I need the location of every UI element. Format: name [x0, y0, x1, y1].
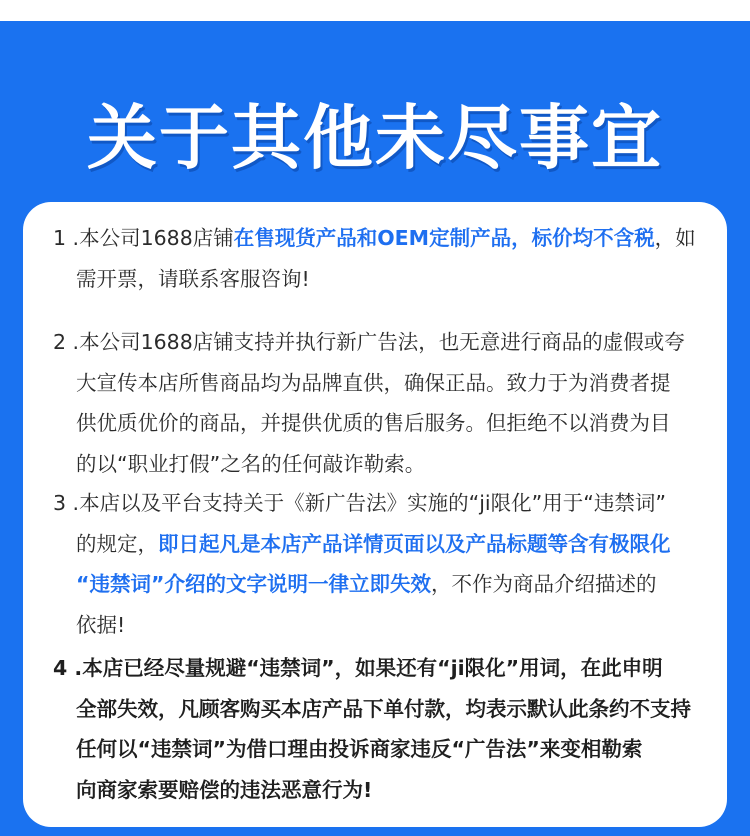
- item-1-number-text: 1 .本公司1688店铺: [53, 226, 234, 250]
- item-3-text-a: 的规定，: [76, 531, 158, 556]
- item-3-line-4: 依据!: [76, 612, 126, 637]
- notice-item-4: [53, 648, 723, 810]
- notice-item-2: [53, 322, 723, 484]
- item-4-line-3: 任何以“违禁词”为借口理由投诉商家违反“广告法”来变相勒索: [76, 737, 643, 761]
- item-2-line-2: 大宣传本店所售商品均为品牌直供，确保正品。致力于为消费者提: [76, 370, 671, 395]
- notice-item-3: [53, 483, 723, 645]
- notice-item-1: [53, 218, 723, 299]
- item-3-line-3: [53, 564, 723, 605]
- page-title: 关于其他未尽事宜: [87, 97, 663, 179]
- item-2-line-1: 2 .本公司1688店铺支持并执行新广告法，也无意进行商品的虚假或夸: [53, 330, 685, 354]
- item-1-highlight: 在售现货产品和OEM定制产品，标价均不含税: [233, 226, 655, 250]
- item-4-line-4: 向商家索要赔偿的违法恶意行为!: [76, 777, 373, 802]
- notice-card: [23, 202, 727, 827]
- item-3-highlight-b: “违禁词”介绍的文字说明一律立即失效: [76, 572, 431, 596]
- item-4-line-2: 全部失效，凡顾客购买本店产品下单付款，均表示默认此条约不支持: [76, 696, 691, 721]
- item-2-line-3: 供优质优价的商品，并提供优质的售后服务。但拒绝不以消费为目: [76, 411, 671, 435]
- item-1-text: ，如: [654, 226, 696, 250]
- item-2-line-4: 的以“职业打假”之名的任何敲诈勒索。: [76, 451, 426, 476]
- item-3-highlight-a: 即日起凡是本店产品详情页面以及产品标题等含有极限化: [158, 531, 671, 556]
- item-1-line-2: 需开票，请联系客服咨询!: [76, 266, 310, 291]
- item-3-line-1: 3 .本店以及平台支持关于《新广告法》实施的“ji限化”用于“违禁词”: [53, 491, 666, 515]
- item-3-text-b: ，不作为商品介绍描述的: [430, 572, 657, 596]
- blue-background: [0, 21, 750, 836]
- item-1-line-1: [53, 218, 723, 259]
- item-4-line-1: 4 .本店已经尽量规避“违禁词”，如果还有“ji限化”用词，在此申明: [53, 656, 663, 680]
- item-3-line-2: [53, 524, 723, 565]
